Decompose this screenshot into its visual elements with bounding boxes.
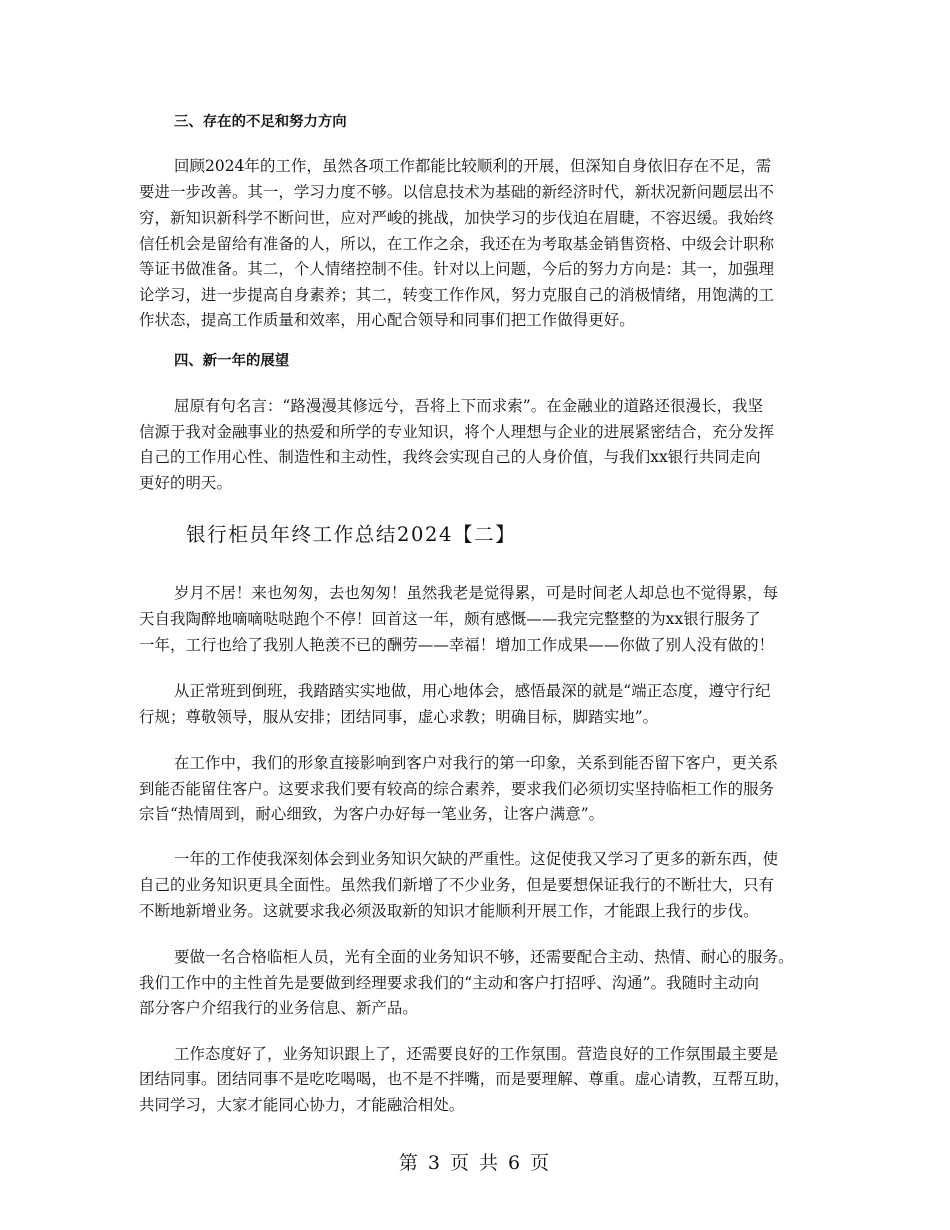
text-line: 在工作中，我们的形象直接影响到客户对我行的第一印象，关系到能否留下客户，更关系 bbox=[174, 754, 779, 772]
page-number: 第 3 页 共 6 页 bbox=[398, 1152, 552, 1174]
text-line: 信源于我对金融事业的热爱和所学的专业知识，将个人理想与企业的进展紧密结合，充分发挥 bbox=[139, 423, 775, 441]
text-line: 论学习，进一步提高自身素养；其二，转变工作作风，努力克服自己的消极情绪，用饱满的工 bbox=[139, 286, 775, 304]
text-line: 穷，新知识新科学不断问世，应对严峻的挑战，加快学习的步伐迫在眉睫，不容迟缓。我始终 bbox=[139, 209, 775, 227]
text-line: 部分客户介绍我行的业务信息、新产品。 bbox=[139, 999, 418, 1017]
text-line: 岁月不居！来也匆匆，去也匆匆！虽然我老是觉得累，可是时间老人却总也不觉得累，每 bbox=[174, 584, 779, 602]
text-line: 要做一名合格临柜人员，光有全面的业务知识不够，还需要配合主动、热情、耐心的服务。 bbox=[174, 948, 794, 966]
text-line: 屈原有句名言：“路漫漫其修远兮，吾将上下而求索”。在金融业的道路还很漫长，我坚 bbox=[174, 397, 764, 415]
text-line: 团结同事。团结同事不是吃吃喝喝，也不是不拌嘴，而是要理解、尊重。虚心请教，互帮互助， bbox=[139, 1070, 790, 1088]
section-heading: 三、存在的不足和努力方向 bbox=[174, 114, 347, 130]
section-heading: 四、新一年的展望 bbox=[174, 353, 290, 369]
text-line: 我们工作中的主性首先是要做到经理要求我们的“主动和客户打招呼、沟通”。我随时主动向 bbox=[139, 974, 760, 992]
text-line: 回顾2024年的工作，虽然各项工作都能比较顺利的开展，但深知自身依旧存在不足，需 bbox=[174, 157, 772, 175]
text-line: 不断地新增业务。这就要求我必须汲取新的知识才能顺利开展工作，才能跟上我行的步伐。 bbox=[139, 902, 759, 920]
text-line: 天自我陶醉地嘀嘀哒哒跑个不停！回首这一年，颇有感慨——我完完整整的为xx银行服务了 bbox=[139, 610, 761, 628]
text-line: 自己的业务知识更具全面性。虽然我们新增了不少业务，但是要想保证我行的不断壮大，只有 bbox=[139, 876, 775, 894]
text-line: 要进一步改善。其一，学习力度不够。以信息技术为基础的新经济时代，新状况新问题层出不 bbox=[139, 183, 775, 201]
text-line: 到能否能留住客户。这要求我们要有较高的综合素养，要求我们必须切实坚持临柜工作的服务 bbox=[139, 780, 775, 798]
text-line: 工作态度好了，业务知识跟上了，还需要良好的工作氛围。营造良好的工作氛围最主要是 bbox=[174, 1045, 779, 1063]
text-line: 行规；尊敬领导，服从安排；团结同事，虚心求教；明确目标，脚踏实地”。 bbox=[139, 708, 659, 726]
text-line: 自己的工作用心性、制造性和主动性，我终会实现自己的人身价值，与我们xx银行共同走向 bbox=[139, 448, 761, 466]
text-line: 信任机会是留给有准备的人，所以，在工作之余，我还在为考取基金销售资格、中级会计职称 bbox=[139, 235, 775, 253]
text-line: 宗旨“热情周到，耐心细致，为客户办好每一笔业务，让客户满意”。 bbox=[139, 805, 605, 823]
text-line: 作状态，提高工作质量和效率，用心配合领导和同事们把工作做得更好。 bbox=[139, 311, 635, 329]
text-line: 一年的工作使我深刻体会到业务知识欠缺的严重性。这促使我又学习了更多的新东西，使 bbox=[174, 850, 779, 868]
text-line: 共同学习，大家才能同心协力，才能融洽相处。 bbox=[139, 1096, 465, 1114]
text-line: 一年，工行也给了我别人艳羡不已的酬劳——幸福！增加工作成果——你做了别人没有做的！ bbox=[139, 636, 775, 654]
text-line: 等证书做准备。其二，个人情绪控制不佳。针对以上问题，今后的努力方向是：其一，加强理 bbox=[139, 260, 775, 278]
text-line: 从正常班到倒班，我踏踏实实地做，用心地体会，感悟最深的就是“端正态度，遵守行纪 bbox=[174, 682, 771, 700]
text-line: 更好的明天。 bbox=[139, 474, 232, 492]
document-subtitle: 银行柜员年终工作总结2024【二】 bbox=[186, 523, 517, 546]
